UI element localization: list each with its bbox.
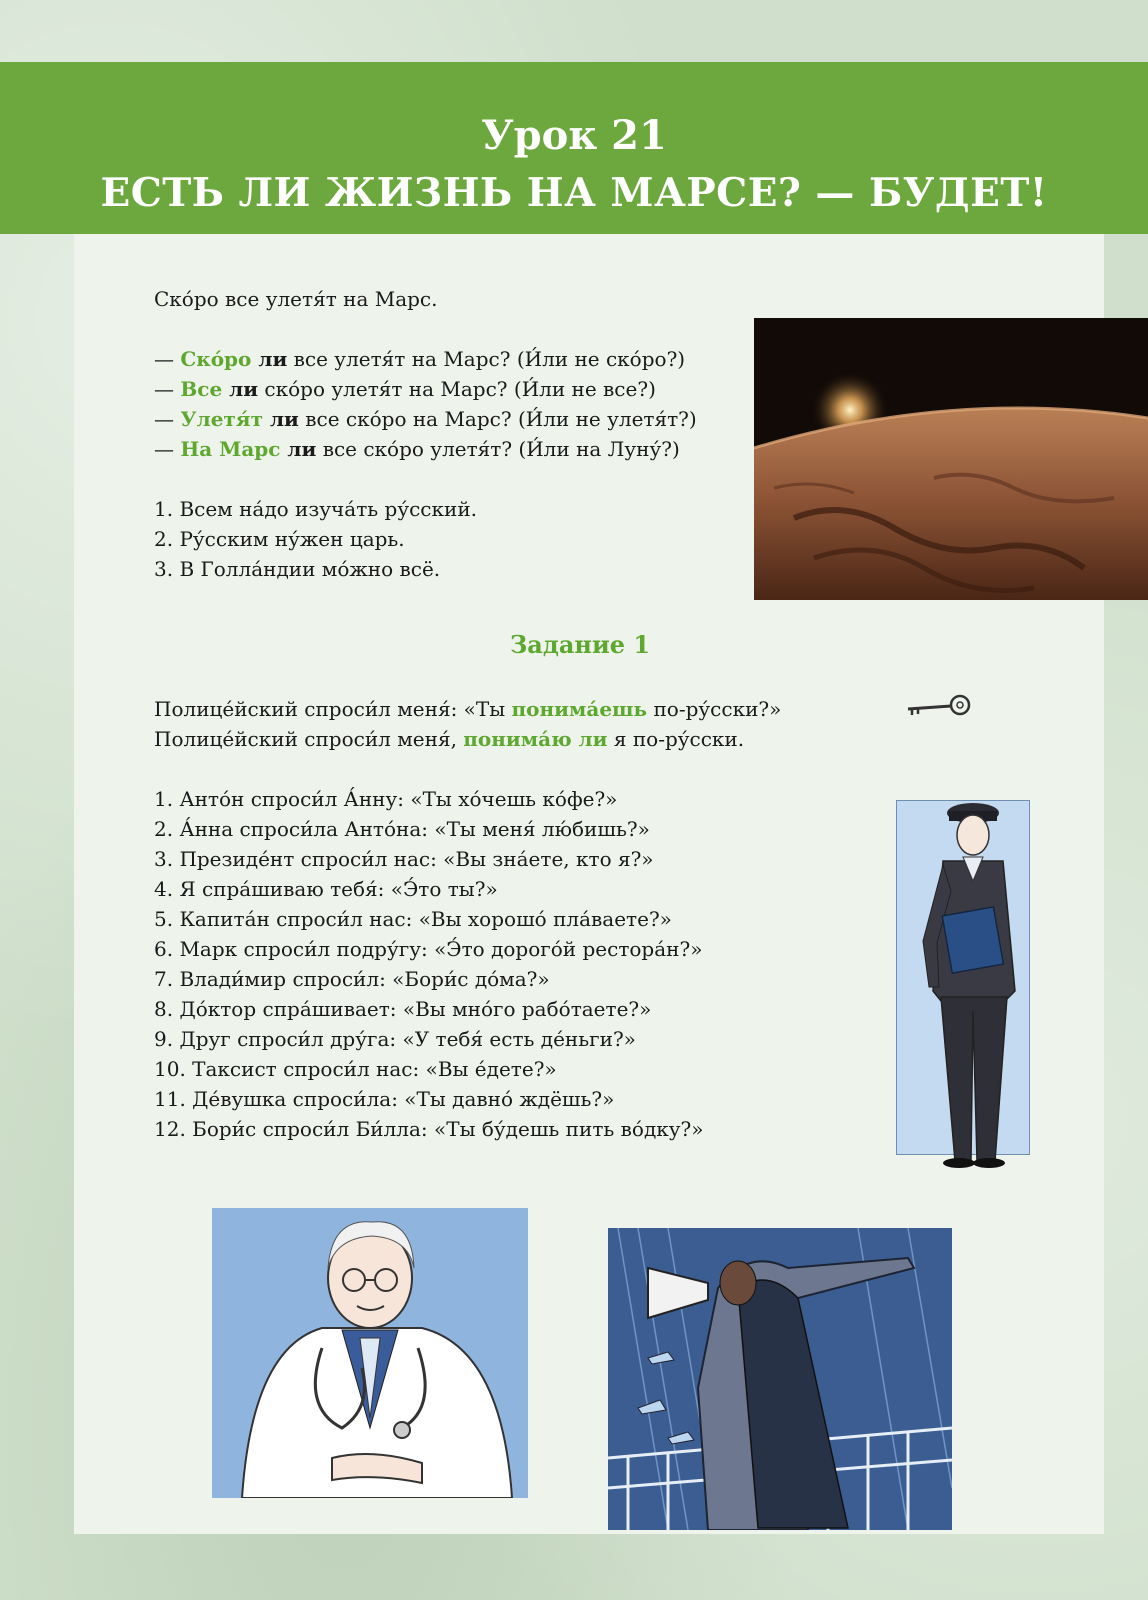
list-item: 4. Я спра́шиваю тебя́: «Э́то ты?» [154,877,498,901]
task-title: Задание 1 [510,630,651,659]
example-indirect-speech: Полице́йский спроси́л меня́, понима́ю ли я по-ру́сски. [154,727,745,751]
intro-question: — Ско́ро ли все улетя́т на Марс? (И́ли не ско́ро?) [154,347,686,371]
list-item: 9. Друг спроси́л дру́га: «У тебя́ есть де́ньги?» [154,1027,636,1051]
captain-illustration [608,1228,952,1530]
intro-statement: Ско́ро все улетя́т на Марс. [154,287,438,311]
list-item: 2. А́нна спроси́ла Анто́на: «Ты меня́ лю́бишь?» [154,817,650,841]
policeman-illustration [896,800,1030,1155]
list-item: 8. До́ктор спра́шивает: «Вы мно́го рабо́таете?» [154,997,652,1021]
list-item: 1. Анто́н спроси́л А́нну: «Ты хо́чешь ко́фе?» [154,787,618,811]
intro-question: — Улетя́т ли все ско́ро на Марс? (И́ли не улетя́т?) [154,407,697,431]
doctor-illustration [212,1208,528,1498]
intro-question: — Все ли ско́ро улетя́т на Марс? (И́ли не все?) [154,377,656,401]
key-icon [904,693,974,723]
task-items-list [154,784,703,1144]
list-item: 10. Таксист спроси́л нас: «Вы е́дете?» [154,1057,557,1081]
intro-numbered-list [154,494,477,584]
list-item: 2. Ру́сским ну́жен царь. [154,527,405,551]
example-direct-speech: Полице́йский спроси́л меня́: «Ты понима́ешь по-ру́сски?» [154,697,782,721]
list-item: 1. Всем на́до изуча́ть ру́сский. [154,497,478,521]
list-item: 7. Влади́мир спроси́л: «Бори́с до́ма?» [154,967,550,991]
intro-question: — На Марс ли все ско́ро улетя́т? (И́ли на Луну́?) [154,437,680,461]
lesson-number: Урок 21 [481,112,667,159]
list-item: 12. Бори́с спроси́л Би́лла: «Ты бу́дешь пить во́дку?» [154,1117,704,1141]
list-item: 11. Де́вушка спроси́ла: «Ты давно́ ждёшь?» [154,1087,615,1111]
list-item: 5. Капита́н спроси́л нас: «Вы хорошо́ пла́ваете?» [154,907,672,931]
lesson-title: ЕСТЬ ЛИ ЖИЗНЬ НА МАРСЕ? — БУДЕТ! [100,170,1048,216]
list-item: 6. Марк спроси́л подру́гу: «Э́то дорого́й рестора́н?» [154,937,703,961]
list-item: 3. Президе́нт спроси́л нас: «Вы зна́ете, кто я?» [154,847,654,871]
list-item: 3. В Голла́ндии мо́жно всё. [154,557,441,581]
mars-photo [754,318,1148,600]
